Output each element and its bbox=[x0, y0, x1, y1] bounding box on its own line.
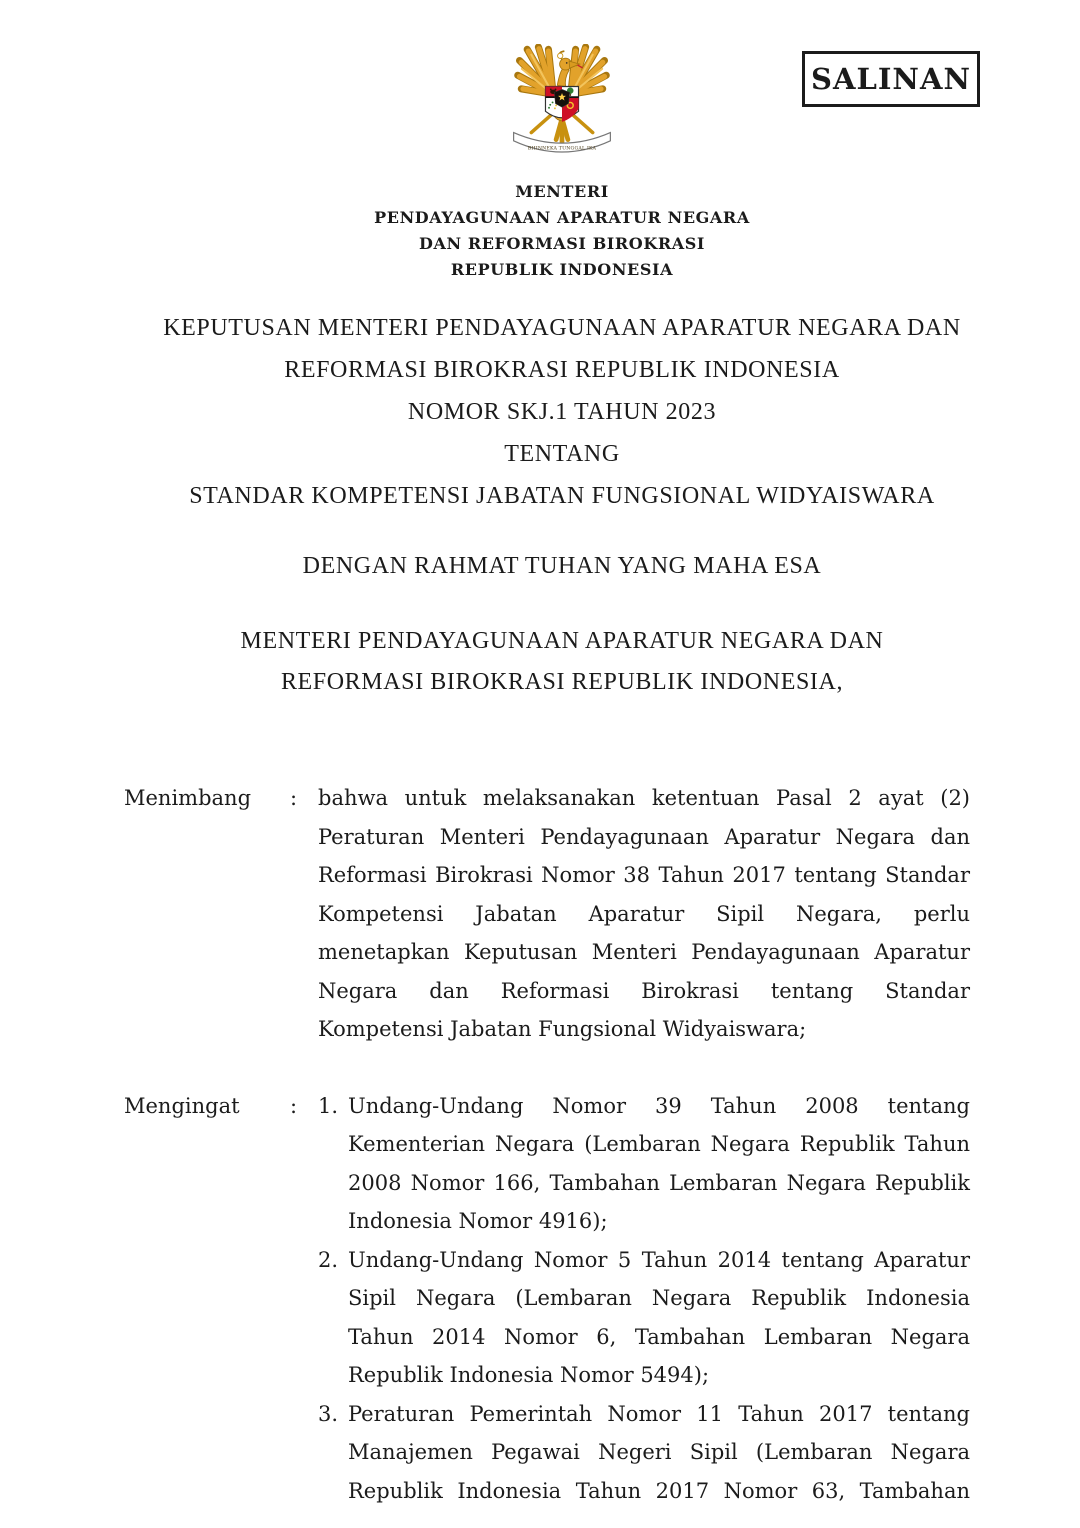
mengingat-item-1-line: Undang-Undang Nomor 39 Tahun 2008 tentang bbox=[348, 1093, 970, 1118]
mengingat-item-3-line: Peraturan Pemerintah Nomor 11 Tahun 2017 tentang bbox=[348, 1401, 970, 1426]
mengingat-item-3-number: 3. bbox=[318, 1401, 339, 1426]
mengingat-item-2-line: Republik Indonesia Nomor 5494); bbox=[348, 1363, 710, 1387]
mengingat-label: Mengingat bbox=[124, 1093, 240, 1118]
mengingat-colon: : bbox=[290, 1093, 298, 1118]
menimbang-colon: : bbox=[290, 786, 298, 810]
mengingat-item-2 bbox=[318, 1241, 970, 1395]
authority-block bbox=[154, 621, 970, 703]
menimbang-line: Negara dan Reformasi Birokrasi tentang Standar bbox=[318, 978, 970, 1003]
menimbang-body bbox=[318, 779, 970, 1049]
mengingat-item-1-number: 1. bbox=[318, 1093, 339, 1118]
salinan-stamp-label: SALINAN bbox=[811, 62, 971, 96]
mengingat-item-2-line: Sipil Negara (Lembaran Negara Republik Indonesia bbox=[348, 1286, 970, 1310]
menimbang-line: Reformasi Birokrasi Nomor 38 Tahun 2017 tentang Standar bbox=[318, 863, 970, 887]
authority-line-1: MENTERI PENDAYAGUNAAN APARATUR NEGARA DAN bbox=[240, 628, 884, 654]
decree-number-line: NOMOR SKJ.1 TAHUN 2023 bbox=[407, 399, 717, 425]
decree-title-line-2: REFORMASI BIROKRASI REPUBLIK INDONESIA bbox=[284, 357, 840, 383]
mengingat-item-1 bbox=[318, 1087, 970, 1241]
mengingat-item-2-number: 2. bbox=[318, 1247, 339, 1272]
garuda-pancasila-emblem-icon bbox=[503, 44, 621, 165]
authority-line-2: REFORMASI BIROKRASI REPUBLIK INDONESIA, bbox=[280, 669, 844, 695]
letterhead-line-republik: REPUBLIK INDONESIA bbox=[450, 260, 674, 279]
menimbang-line: Peraturan Menteri Pendayagunaan Aparatur Negara dan bbox=[318, 824, 970, 849]
mengingat-item-1-line: Kementerian Negara (Lembaran Negara Republik Tahun bbox=[348, 1132, 970, 1156]
menimbang-line: bahwa untuk melaksanakan ketentuan Pasal 2 ayat (2) bbox=[318, 786, 970, 810]
menimbang-line: Kompetensi Jabatan Aparatur Sipil Negara, perlu bbox=[318, 901, 970, 926]
menimbang-label: Menimbang bbox=[124, 786, 252, 810]
decree-subject-line: STANDAR KOMPETENSI JABATAN FUNGSIONAL WIDYAISWARA bbox=[189, 483, 935, 509]
letterhead-line-pendayagunaan: PENDAYAGUNAAN APARATUR NEGARA bbox=[374, 208, 750, 227]
decree-tentang-line: TENTANG bbox=[504, 441, 620, 467]
salinan-stamp bbox=[802, 51, 980, 107]
mengingat-clause bbox=[124, 1087, 970, 1511]
decree-title-line-1: KEPUTUSAN MENTERI PENDAYAGUNAAN APARATUR NEGARA DAN bbox=[163, 315, 961, 341]
letterhead-lines bbox=[154, 179, 970, 283]
mengingat-item-2-line: Tahun 2014 Nomor 6, Tambahan Lembaran Negara bbox=[348, 1324, 970, 1349]
mengingat-item-3-line: Manajemen Pegawai Negeri Sipil (Lembaran Negara bbox=[348, 1440, 970, 1464]
mengingat-body bbox=[318, 1087, 970, 1511]
mengingat-item-3-line: Republik Indonesia Tahun 2017 Nomor 63, Tambahan bbox=[348, 1478, 970, 1503]
letterhead bbox=[154, 0, 970, 283]
mengingat-item-2-line: Undang-Undang Nomor 5 Tahun 2014 tentang Aparatur bbox=[348, 1247, 970, 1272]
mengingat-item-1-line: Indonesia Nomor 4916); bbox=[348, 1209, 608, 1233]
letterhead-line-menteri: MENTERI bbox=[515, 182, 609, 201]
invocation-line: DENGAN RAHMAT TUHAN YANG MAHA ESA bbox=[302, 553, 822, 579]
menimbang-line: Kompetensi Jabatan Fungsional Widyaiswara; bbox=[318, 1017, 807, 1041]
menimbang-clause bbox=[124, 779, 970, 1049]
menimbang-line: menetapkan Keputusan Menteri Pendayagunaan Aparatur bbox=[318, 940, 970, 964]
emblem-motto: BHINNEKA TUNGGAL IKA bbox=[527, 146, 597, 152]
mengingat-item-3 bbox=[318, 1395, 970, 1511]
decree-title bbox=[154, 307, 970, 517]
mengingat-item-1-line: 2008 Nomor 166, Tambahan Lembaran Negara Republik bbox=[348, 1170, 970, 1195]
letterhead-line-reformasi: DAN REFORMASI BIROKRASI bbox=[418, 234, 705, 253]
